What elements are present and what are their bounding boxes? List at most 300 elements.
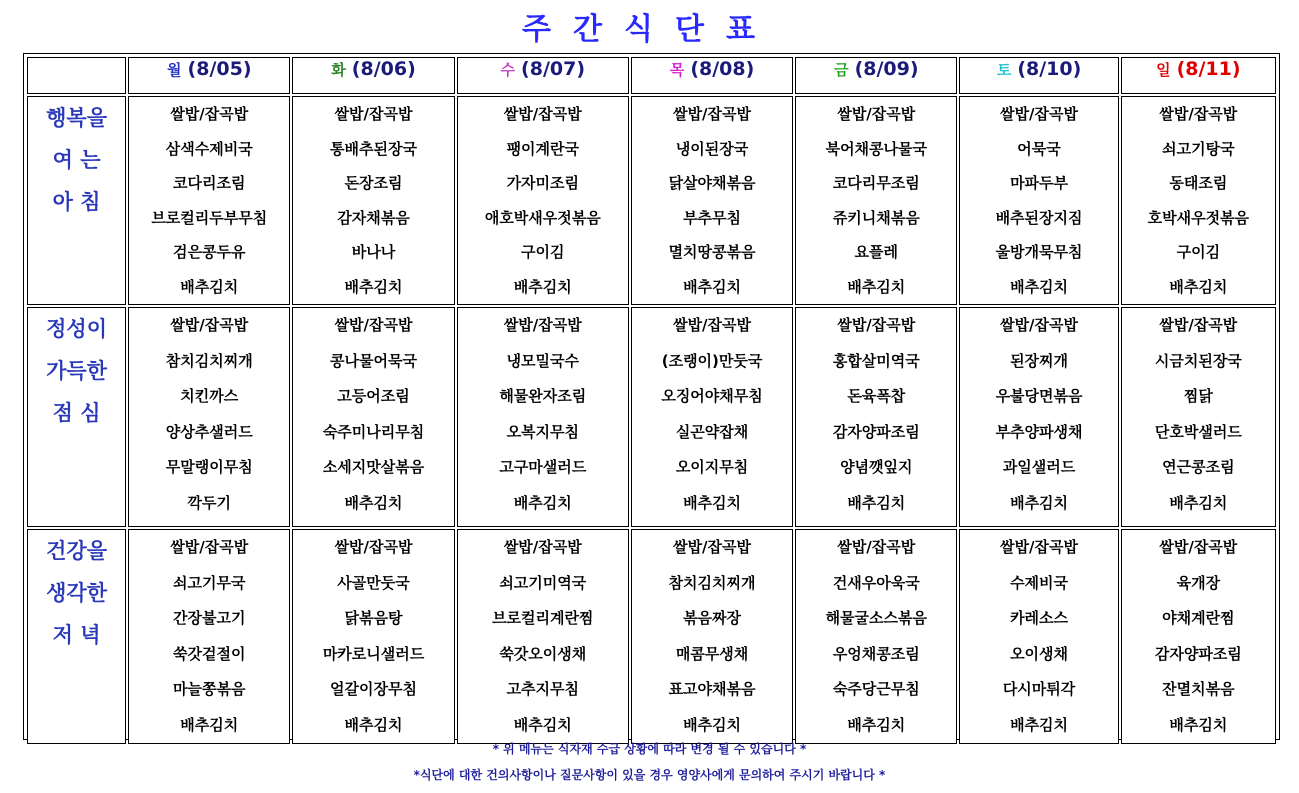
dish-name: 참치김치찌개 bbox=[165, 351, 253, 370]
menu-cell bbox=[1121, 529, 1276, 744]
dish-name: 배추김치 bbox=[344, 277, 403, 296]
dish-item bbox=[129, 486, 289, 522]
menu-cell bbox=[959, 307, 1118, 527]
dish-name: 애호박새우젓볶음 bbox=[484, 208, 601, 227]
menu-cell bbox=[795, 529, 957, 744]
dish-item bbox=[632, 201, 792, 236]
dish-item bbox=[960, 235, 1117, 270]
dish-name: 감자양파조림 bbox=[832, 422, 920, 441]
dish-item bbox=[458, 201, 628, 236]
dish-item bbox=[1122, 270, 1275, 305]
dish-item bbox=[796, 235, 956, 270]
dish-name: 돈육폭찹 bbox=[847, 387, 906, 405]
dish-name: 코다리무조림 bbox=[832, 174, 920, 192]
dish-item bbox=[796, 166, 956, 201]
dish-name: 콩나물어묵국 bbox=[330, 351, 417, 370]
dish-item bbox=[1122, 486, 1275, 522]
dish-name: 오복지무침 bbox=[506, 422, 580, 441]
dish-name: 배추김치 bbox=[513, 493, 572, 512]
dish-item bbox=[293, 486, 453, 522]
lunch-row bbox=[27, 307, 1276, 527]
dish-item bbox=[129, 672, 289, 708]
dish-item bbox=[293, 308, 453, 344]
dish-item bbox=[458, 132, 628, 167]
dish-name: 오이생채 bbox=[1010, 644, 1069, 663]
menu-cell bbox=[457, 96, 629, 305]
dish-name: 쑥갓오이생채 bbox=[499, 644, 587, 663]
page-title: 주간식단표 bbox=[522, 12, 777, 47]
dish-item bbox=[796, 379, 956, 415]
dish-item bbox=[796, 201, 956, 236]
dish-name: 동태조림 bbox=[1169, 174, 1228, 192]
dish-item bbox=[129, 308, 289, 344]
dish-item bbox=[632, 166, 792, 201]
dish-name: 수제비국 bbox=[1010, 573, 1069, 592]
dish-name: 배추김치 bbox=[180, 277, 239, 296]
menu-cell bbox=[128, 307, 290, 527]
day-header bbox=[128, 57, 290, 94]
dish-item bbox=[458, 235, 628, 270]
day-date: (8/08) bbox=[690, 58, 755, 80]
day-icon: 일 bbox=[1156, 61, 1171, 79]
dish-item bbox=[293, 530, 453, 566]
dish-item bbox=[960, 601, 1117, 637]
day-icon: 금 bbox=[834, 61, 849, 79]
dish-item bbox=[632, 379, 792, 415]
dish-name: 쇠고기탕국 bbox=[1162, 139, 1235, 158]
dish-item bbox=[1122, 97, 1275, 132]
menu-cell bbox=[1121, 96, 1276, 305]
dish-item bbox=[293, 235, 453, 270]
menu-cell bbox=[795, 96, 957, 305]
dish-item bbox=[129, 415, 289, 451]
dish-item bbox=[293, 566, 453, 602]
dish-name: 마카로니샐러드 bbox=[322, 644, 425, 663]
dish-item bbox=[293, 637, 453, 673]
dish-name: 오징어야채무침 bbox=[661, 387, 763, 405]
dish-item bbox=[129, 270, 289, 305]
meal-label-line: 행복을 bbox=[46, 106, 107, 130]
dish-name: 참치김치찌개 bbox=[668, 573, 756, 592]
dish-item bbox=[129, 637, 289, 673]
menu-cell bbox=[631, 529, 793, 744]
dish-name: 돈장조림 bbox=[344, 174, 403, 192]
dish-name: 쌀밥/잡곡밥 bbox=[503, 538, 582, 556]
dish-name: 숙주미나리무침 bbox=[322, 422, 425, 441]
dish-item bbox=[293, 708, 453, 744]
day-header bbox=[959, 57, 1118, 94]
dish-item bbox=[960, 379, 1117, 415]
dish-item bbox=[960, 566, 1117, 602]
dish-item bbox=[796, 708, 956, 744]
dish-name: 팽이계란국 bbox=[506, 139, 580, 158]
dish-item bbox=[632, 708, 792, 744]
dish-item bbox=[1122, 450, 1275, 486]
dish-item bbox=[129, 450, 289, 486]
dish-item bbox=[632, 637, 792, 673]
dish-item bbox=[632, 672, 792, 708]
dish-name: 사골만둣국 bbox=[337, 573, 410, 592]
dish-name: (조랭이)만둣국 bbox=[661, 351, 763, 370]
dish-name: 마파두부 bbox=[1010, 174, 1069, 192]
day-date: (8/06) bbox=[351, 58, 416, 80]
dish-item bbox=[632, 530, 792, 566]
day-icon: 화 bbox=[331, 61, 346, 79]
header-row bbox=[27, 57, 1276, 94]
dish-name: 배추김치 bbox=[847, 493, 906, 512]
dish-item bbox=[1122, 601, 1275, 637]
dish-name: 닭볶음탕 bbox=[344, 609, 403, 627]
dish-name: 냉모밀국수 bbox=[506, 351, 580, 370]
dish-name: 냉이된장국 bbox=[675, 139, 749, 158]
dish-name: 배추김치 bbox=[847, 715, 906, 734]
dish-name: 연근콩조림 bbox=[1162, 458, 1235, 476]
dish-name: 쌀밥/잡곡밥 bbox=[503, 105, 582, 123]
dish-item bbox=[458, 166, 628, 201]
dish-name: 배추김치 bbox=[344, 715, 403, 734]
menu-cell bbox=[959, 529, 1118, 744]
dish-item bbox=[293, 450, 453, 486]
dish-name: 우불당면볶음 bbox=[995, 387, 1083, 405]
dish-item bbox=[458, 270, 628, 305]
dish-name: 찜닭 bbox=[1183, 387, 1213, 405]
dish-name: 배추김치 bbox=[1010, 493, 1069, 512]
dish-item bbox=[960, 308, 1117, 344]
dish-item bbox=[632, 566, 792, 602]
dish-item bbox=[960, 672, 1117, 708]
dish-item bbox=[293, 201, 453, 236]
dish-item bbox=[796, 530, 956, 566]
meal-label bbox=[27, 96, 126, 305]
dish-item bbox=[1122, 530, 1275, 566]
dish-name: 배추김치 bbox=[344, 493, 403, 512]
dish-name: 쌀밥/잡곡밥 bbox=[334, 316, 413, 334]
dish-name: 쌀밥/잡곡밥 bbox=[837, 316, 916, 334]
dish-item bbox=[458, 566, 628, 602]
dish-name: 검은콩두유 bbox=[173, 243, 246, 261]
dish-name: 브로컬리계란찜 bbox=[492, 609, 594, 627]
dish-name: 멸치땅콩볶음 bbox=[668, 243, 756, 261]
dish-name: 쌀밥/잡곡밥 bbox=[170, 105, 249, 123]
dish-item bbox=[632, 344, 792, 380]
dish-item bbox=[129, 379, 289, 415]
meal-label bbox=[27, 529, 126, 744]
dish-item bbox=[632, 235, 792, 270]
dish-item bbox=[458, 637, 628, 673]
dish-name: 간장불고기 bbox=[173, 609, 246, 627]
dish-name: 고등어조림 bbox=[337, 387, 410, 405]
day-date: (8/11) bbox=[1176, 58, 1241, 80]
dish-item bbox=[796, 486, 956, 522]
dish-item bbox=[458, 415, 628, 451]
dish-name: 어묵국 bbox=[1017, 139, 1061, 158]
dish-item bbox=[129, 201, 289, 236]
dish-name: 구이김 bbox=[521, 243, 565, 261]
dish-name: 쌀밥/잡곡밥 bbox=[334, 105, 413, 123]
dish-item bbox=[293, 379, 453, 415]
dish-name: 부추무침 bbox=[683, 208, 742, 227]
dish-item bbox=[1122, 201, 1275, 236]
dish-item bbox=[458, 486, 628, 522]
dish-name: 배추김치 bbox=[513, 715, 572, 734]
menu-cell bbox=[795, 307, 957, 527]
dish-name: 실곤약잡채 bbox=[675, 422, 749, 441]
dish-name: 쌀밥/잡곡밥 bbox=[673, 316, 752, 334]
dish-item bbox=[632, 308, 792, 344]
day-header bbox=[1121, 57, 1276, 94]
dish-item bbox=[293, 672, 453, 708]
dish-name: 쌀밥/잡곡밥 bbox=[1159, 105, 1238, 123]
dish-item bbox=[1122, 415, 1275, 451]
day-header bbox=[292, 57, 454, 94]
dish-name: 브로컬리두부무침 bbox=[151, 208, 268, 227]
dish-item bbox=[960, 486, 1117, 522]
dish-name: 쌀밥/잡곡밥 bbox=[673, 105, 752, 123]
day-date: (8/05) bbox=[187, 58, 252, 80]
dish-item bbox=[129, 166, 289, 201]
dish-name: 야채계란찜 bbox=[1162, 609, 1235, 627]
dish-item bbox=[129, 235, 289, 270]
day-header bbox=[795, 57, 957, 94]
dish-item bbox=[632, 97, 792, 132]
dish-item bbox=[1122, 308, 1275, 344]
dish-name: 요플레 bbox=[854, 243, 899, 261]
dish-name: 마늘쫑볶음 bbox=[173, 680, 246, 698]
dish-name: 다시마튀각 bbox=[1002, 680, 1076, 698]
dish-item bbox=[129, 708, 289, 744]
day-date: (8/07) bbox=[521, 58, 586, 80]
dish-name: 치킨까스 bbox=[180, 387, 239, 405]
dish-name: 표고야채볶음 bbox=[668, 680, 756, 698]
day-header bbox=[457, 57, 629, 94]
dish-name: 가자미조림 bbox=[506, 174, 580, 192]
dish-item bbox=[458, 344, 628, 380]
corner-cell bbox=[27, 57, 126, 94]
dish-name: 육개장 bbox=[1176, 573, 1221, 592]
meal-label-line: 여 는 bbox=[52, 148, 101, 172]
menu-cell bbox=[631, 307, 793, 527]
dish-item bbox=[458, 708, 628, 744]
dish-item bbox=[458, 450, 628, 486]
dish-item bbox=[632, 601, 792, 637]
dish-name: 쌀밥/잡곡밥 bbox=[503, 316, 582, 334]
dish-name: 과일샐러드 bbox=[1002, 458, 1076, 476]
meal-label-line: 정성이 bbox=[46, 317, 107, 341]
dish-item bbox=[1122, 132, 1275, 167]
dish-item bbox=[796, 637, 956, 673]
dish-item bbox=[458, 601, 628, 637]
dish-name: 배추김치 bbox=[180, 715, 239, 734]
dish-item bbox=[458, 97, 628, 132]
dish-name: 배추김치 bbox=[683, 715, 742, 734]
menu-cell bbox=[959, 96, 1118, 305]
dish-name: 깍두기 bbox=[187, 493, 232, 512]
dish-name: 배추김치 bbox=[683, 277, 742, 296]
dish-name: 배추김치 bbox=[1010, 715, 1069, 734]
dish-name: 단호박샐러드 bbox=[1154, 422, 1242, 441]
dish-item bbox=[458, 530, 628, 566]
dish-item bbox=[1122, 344, 1275, 380]
dish-item bbox=[293, 601, 453, 637]
dish-item bbox=[1122, 708, 1275, 744]
dish-name: 고추지무침 bbox=[506, 680, 580, 698]
dish-item bbox=[129, 530, 289, 566]
dish-item bbox=[632, 270, 792, 305]
dish-name: 감자양파조림 bbox=[1154, 644, 1242, 663]
dish-name: 고구마샐러드 bbox=[499, 458, 587, 476]
menu-cell bbox=[292, 529, 454, 744]
dish-item bbox=[1122, 637, 1275, 673]
dish-item bbox=[1122, 166, 1275, 201]
dish-name: 시금치된장국 bbox=[1154, 351, 1242, 370]
dish-name: 코다리조림 bbox=[173, 174, 246, 192]
dish-item bbox=[960, 201, 1117, 236]
dish-name: 배추김치 bbox=[513, 277, 572, 296]
dish-item bbox=[1122, 672, 1275, 708]
dish-name: 쌀밥/잡곡밥 bbox=[1000, 316, 1079, 334]
dish-item bbox=[293, 344, 453, 380]
dish-item bbox=[960, 270, 1117, 305]
menu-cell bbox=[292, 96, 454, 305]
dish-item bbox=[796, 415, 956, 451]
dish-item bbox=[960, 637, 1117, 673]
day-icon: 월 bbox=[167, 61, 182, 79]
dish-item bbox=[796, 672, 956, 708]
footer-note-1: * 위 메뉴는 식자재 수급 상황에 따라 변경 될 수 있습니다 * bbox=[492, 742, 807, 756]
dish-item bbox=[1122, 566, 1275, 602]
dish-name: 볶음짜장 bbox=[683, 609, 742, 627]
dish-name: 잔멸치볶음 bbox=[1162, 680, 1235, 698]
dish-name: 건새우아욱국 bbox=[832, 573, 920, 592]
meal-label-line: 건강을 bbox=[46, 539, 107, 563]
dish-item bbox=[960, 530, 1117, 566]
dish-name: 카레소스 bbox=[1010, 609, 1069, 627]
weekly-menu-table bbox=[25, 55, 1278, 746]
dish-item bbox=[796, 601, 956, 637]
dinner-row bbox=[27, 529, 1276, 744]
dish-item bbox=[458, 379, 628, 415]
dish-name: 쌀밥/잡곡밥 bbox=[170, 316, 249, 334]
dish-item bbox=[960, 97, 1117, 132]
menu-cell bbox=[128, 96, 290, 305]
dish-item bbox=[796, 566, 956, 602]
day-header bbox=[631, 57, 793, 94]
dish-item bbox=[796, 97, 956, 132]
dish-item bbox=[293, 270, 453, 305]
dish-item bbox=[293, 97, 453, 132]
dish-name: 배추김치 bbox=[683, 493, 742, 512]
dish-name: 배추김치 bbox=[1169, 493, 1228, 512]
dish-name: 무말랭이무침 bbox=[165, 458, 253, 476]
dish-name: 홍합살미역국 bbox=[832, 351, 920, 370]
dish-item bbox=[129, 566, 289, 602]
dish-name: 울방개묵무침 bbox=[995, 243, 1083, 261]
dish-name: 쌀밥/잡곡밥 bbox=[334, 538, 413, 556]
dish-item bbox=[293, 415, 453, 451]
dish-name: 배추김치 bbox=[1169, 715, 1228, 734]
dish-item bbox=[1122, 235, 1275, 270]
meal-label-line: 가득한 bbox=[46, 359, 107, 383]
menu-cell bbox=[457, 529, 629, 744]
dish-name: 쌀밥/잡곡밥 bbox=[837, 105, 916, 123]
dish-name: 소세지맛살볶음 bbox=[322, 458, 425, 476]
dish-name: 쌀밥/잡곡밥 bbox=[673, 538, 752, 556]
dish-item bbox=[796, 132, 956, 167]
dish-name: 배추김치 bbox=[1010, 277, 1069, 296]
dish-item bbox=[960, 708, 1117, 744]
meal-label-line: 아 침 bbox=[52, 190, 101, 214]
dish-name: 쌀밥/잡곡밥 bbox=[1159, 316, 1238, 334]
dish-name: 얼갈이장무침 bbox=[330, 680, 417, 698]
dish-name: 양상추샐러드 bbox=[165, 422, 253, 441]
dish-name: 감자채볶음 bbox=[337, 208, 410, 227]
dish-item bbox=[129, 601, 289, 637]
dish-item bbox=[458, 672, 628, 708]
dish-name: 숙주당근무침 bbox=[832, 680, 920, 698]
dish-name: 쌀밥/잡곡밥 bbox=[1000, 538, 1079, 556]
dish-item bbox=[632, 450, 792, 486]
footer-note-2: *식단에 대한 건의사항이나 질문사항이 있을 경우 영양사에게 문의하여 주시기 바랍니다 * bbox=[413, 768, 886, 782]
dish-item bbox=[632, 132, 792, 167]
dish-name: 쇠고기미역국 bbox=[499, 573, 587, 592]
dish-item bbox=[960, 166, 1117, 201]
dish-name: 양념깻잎지 bbox=[840, 458, 913, 476]
meal-label-line: 점 심 bbox=[52, 401, 101, 425]
dish-item bbox=[796, 308, 956, 344]
dish-item bbox=[960, 344, 1117, 380]
dish-item bbox=[960, 132, 1117, 167]
dish-name: 쌀밥/잡곡밥 bbox=[1159, 538, 1238, 556]
dish-name: 삼색수제비국 bbox=[165, 139, 253, 158]
dish-item bbox=[129, 344, 289, 380]
dish-item bbox=[960, 415, 1117, 451]
dish-name: 쇠고기무국 bbox=[173, 573, 246, 592]
dish-item bbox=[129, 97, 289, 132]
day-icon: 수 bbox=[500, 61, 516, 79]
dish-item bbox=[632, 486, 792, 522]
dish-name: 쌀밥/잡곡밥 bbox=[170, 538, 249, 556]
dish-item bbox=[293, 166, 453, 201]
dish-name: 통배추된장국 bbox=[330, 139, 417, 158]
dish-item bbox=[796, 450, 956, 486]
dish-name: 쌀밥/잡곡밥 bbox=[837, 538, 916, 556]
dish-name: 구이김 bbox=[1176, 243, 1221, 261]
dish-name: 쑥갓겉절이 bbox=[173, 644, 246, 663]
dish-name: 배추김치 bbox=[847, 277, 906, 296]
dish-name: 배추된장지짐 bbox=[995, 208, 1083, 227]
breakfast-row bbox=[27, 96, 1276, 305]
day-date: (8/10) bbox=[1017, 58, 1082, 80]
day-icon: 토 bbox=[996, 61, 1012, 79]
dish-item bbox=[796, 270, 956, 305]
dish-item bbox=[632, 415, 792, 451]
day-date: (8/09) bbox=[854, 58, 919, 80]
dish-name: 오이지무침 bbox=[675, 458, 749, 476]
dish-name: 해물굴소스볶음 bbox=[825, 609, 928, 627]
dish-item bbox=[1122, 379, 1275, 415]
dish-item bbox=[129, 132, 289, 167]
meal-label bbox=[27, 307, 126, 527]
dish-name: 호박새우젓볶음 bbox=[1147, 208, 1250, 227]
menu-cell bbox=[1121, 307, 1276, 527]
menu-cell bbox=[292, 307, 454, 527]
day-icon: 목 bbox=[669, 61, 685, 79]
dish-name: 쥬키니채볶음 bbox=[832, 208, 920, 227]
dish-name: 북어채콩나물국 bbox=[825, 139, 928, 158]
menu-cell bbox=[128, 529, 290, 744]
dish-name: 쌀밥/잡곡밥 bbox=[1000, 105, 1079, 123]
dish-name: 닭살야채볶음 bbox=[668, 174, 756, 192]
